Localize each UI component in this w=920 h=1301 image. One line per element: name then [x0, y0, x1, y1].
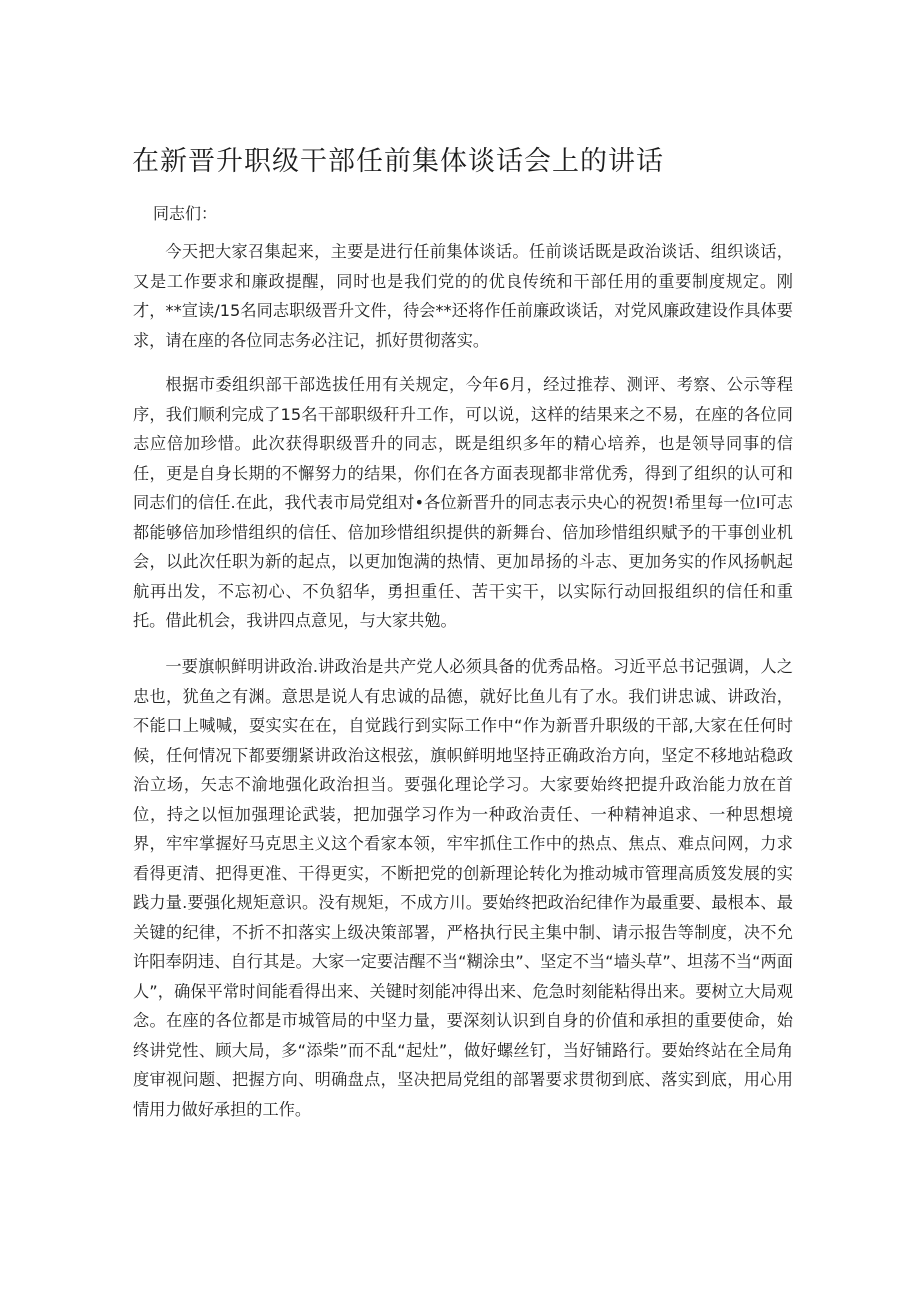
- salutation: 同志们：: [153, 204, 218, 223]
- paragraph-opening: 今天把大家召集起来，主要是进行任前集体谈话。任前谈话既是政治谈话、组织谈话，又是工作要求和廉政提醒，同时也是我们党的的优良传统和干部任用的重要制度规定。刚才，**宣读/15名同志职级晋升文件，待会**还将作任前廉政谈话，对党风廉政建设作具体要求，请在座的各位同志务必注记，抓好贯彻落实。: [133, 242, 793, 350]
- paragraph-promotion-background: 根据市委组织部干部选拔任用有关规定，今年6月，经过推荐、测评、考察、公示等程序，我们顺利完成了15名干部职级秆升工作，可以说，这样的结果来之不易，在座的各位同志应倍加珍惜。此次获得职级晋升的同志，既是组织多年的精心培养，也是领导同事的信任，更是自身长期的不懈努力的结果，你们在各方面表现都非常优秀，得到了组织的认可和同志们的信任.在此，我代表市局党组对•各位新晋升的同志表示央心的祝贺!希里每一位I可志都能够倍加珍惜组织的信任、倍加珍惜组织提供的新舞台、倍加珍惜组织赋予的干事创业机会，以此次任职为新的起点，以更加饱满的热情、更加昂扬的斗志、更加务实的作风扬帆起航再出发，不忘初心、不负貂华，勇担重任、苦干实干，以实际行动回报组织的信任和重托。借此机会，我讲四点意见，与大家共勉。: [133, 375, 793, 630]
- paragraph-point-one-politics: 一要旗帜鲜明讲政治.讲政治是共产党人必须具备的优秀品格。习近平总书记强调，人之忠也，犹鱼之有渊。意思是说人有忠诚的品德，就好比鱼儿有了水。我们讲忠诚、讲政治，不能口上喊喊，耍实实在在，自觉践行到实际工作中“作为新晋升职级的干部,大家在任何时候，任何情况下都要绷紧讲政治这根弦，旗帜鲜明地坚持正确政治方向，坚定不移地站稳政治立场，矢志不渝地强化政治担当。要强化理论学习。大家要始终把提升政治能力放在首位，持之以恒加强理论武装，把加强学习作为一种政治责任、一种精神追求、一种思想境界，牢牢掌握好马克思主义这个看家本领，牢牢抓住工作中的热点、焦点、难点问网，力求看得更清、把得更准、干得更实，不断把党的创新理论转化为推动城市管理高质笈发展的实践力量.要强化规矩意识。没有规矩，不成方川。要始终把政治纪律作为最重要、最根本、最关键的纪律，不折不扣落实上级决策部署，严格执行民主集中制、请示报告等制度，决不允许阳奉阴违、自行其是。大家一定要洁醒不当“糊涂虫”、坚定不当“墙头草”、坦荡不当“两面人”，确保平常时间能看得出来、关键时刻能冲得出来、危急时刻能粘得出来。要树立大局观念。在座的各位都是市城管局的中坚力量，要深刻认识到自身的价值和承担的重要使命，始终讲党性、顾大局，多“添柴”而不乱“起灶”，做好螺丝钉，当好铺路行。要始终站在全局角度审视问题、把握方向、明确盘点，坚决把局党组的部署要求贯彻到底、落实到底，用心用情用力做好承担的工作。: [133, 657, 793, 1119]
- document-title: 在新晋升职级干部任前集体谈话会上的讲话: [132, 146, 664, 177]
